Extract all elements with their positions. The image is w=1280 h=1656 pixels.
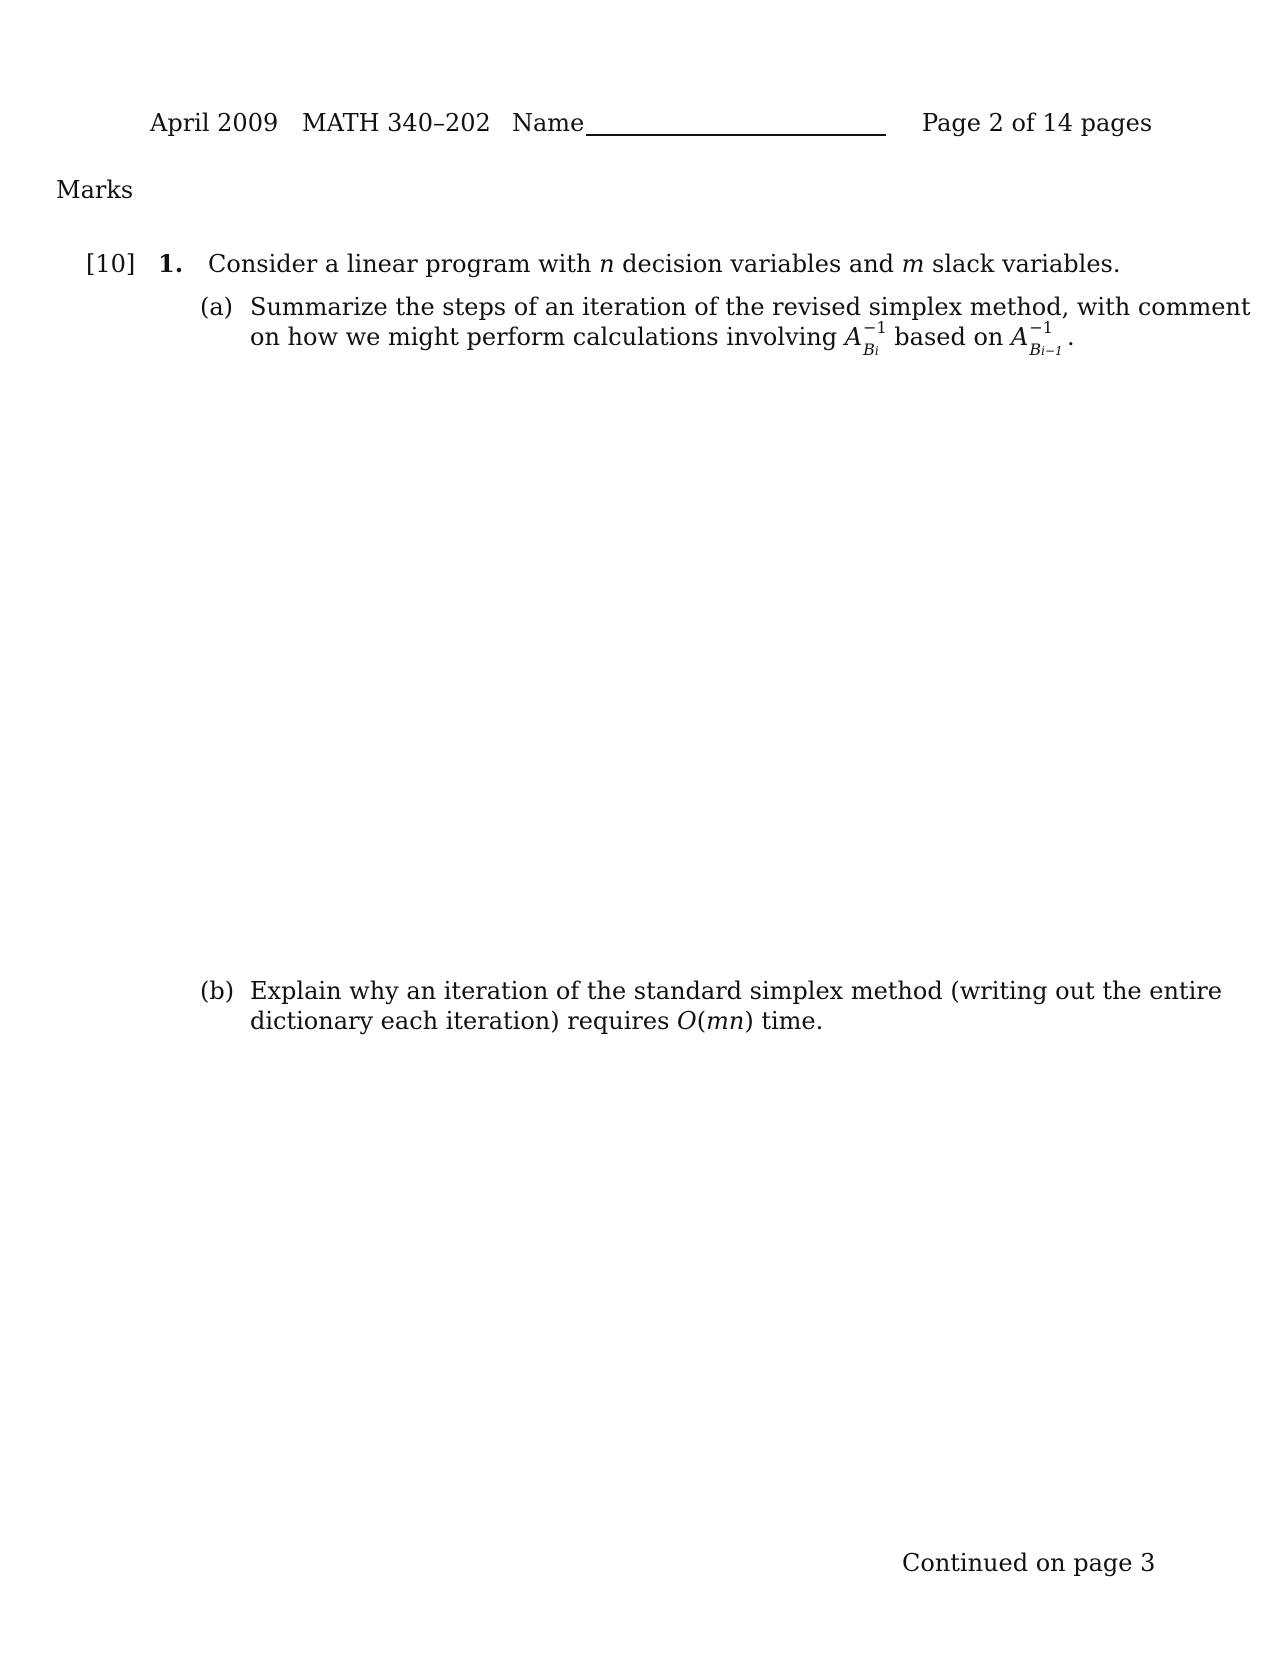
complexity-mn: mn <box>706 1007 745 1035</box>
matrix-a-inverse-bi-minus-1: A −1 Bi−1 <box>1011 318 1063 359</box>
matrix-a-inverse-bi: A −1 Bi <box>844 318 887 359</box>
question-number: 1. <box>158 249 184 278</box>
part-b-label: (b) <box>200 977 235 1005</box>
footer-continued: Continued on page 3 <box>902 1549 1156 1577</box>
part-a-line-2: on how we might perform calculations involving A −1 Bi based on A −1 Bi−1 . <box>250 318 1075 359</box>
variable-m: m <box>901 250 925 278</box>
header-name-label: Name <box>512 109 585 137</box>
part-b-line-1: Explain why an iteration of the standard simplex method (writing out the entire <box>250 977 1222 1005</box>
big-o-notation: O <box>677 1007 697 1035</box>
part-a-label: (a) <box>200 293 234 321</box>
name-blank-line <box>586 134 886 136</box>
question-marks: [10] <box>86 250 136 278</box>
question-text: Consider a linear program with n decision variables and m slack variables. <box>208 250 1121 278</box>
header-date: April 2009 <box>150 109 279 137</box>
marks-column-label: Marks <box>56 176 134 204</box>
part-b-line-2: dictionary each iteration) requires O(mn) time. <box>250 1007 824 1035</box>
part-a-line-1: Summarize the steps of an iteration of the revised simplex method, with comment <box>250 293 1251 321</box>
header-course: MATH 340–202 <box>302 109 491 137</box>
variable-n: n <box>599 250 615 278</box>
header-page: Page 2 of 14 pages <box>922 109 1153 137</box>
